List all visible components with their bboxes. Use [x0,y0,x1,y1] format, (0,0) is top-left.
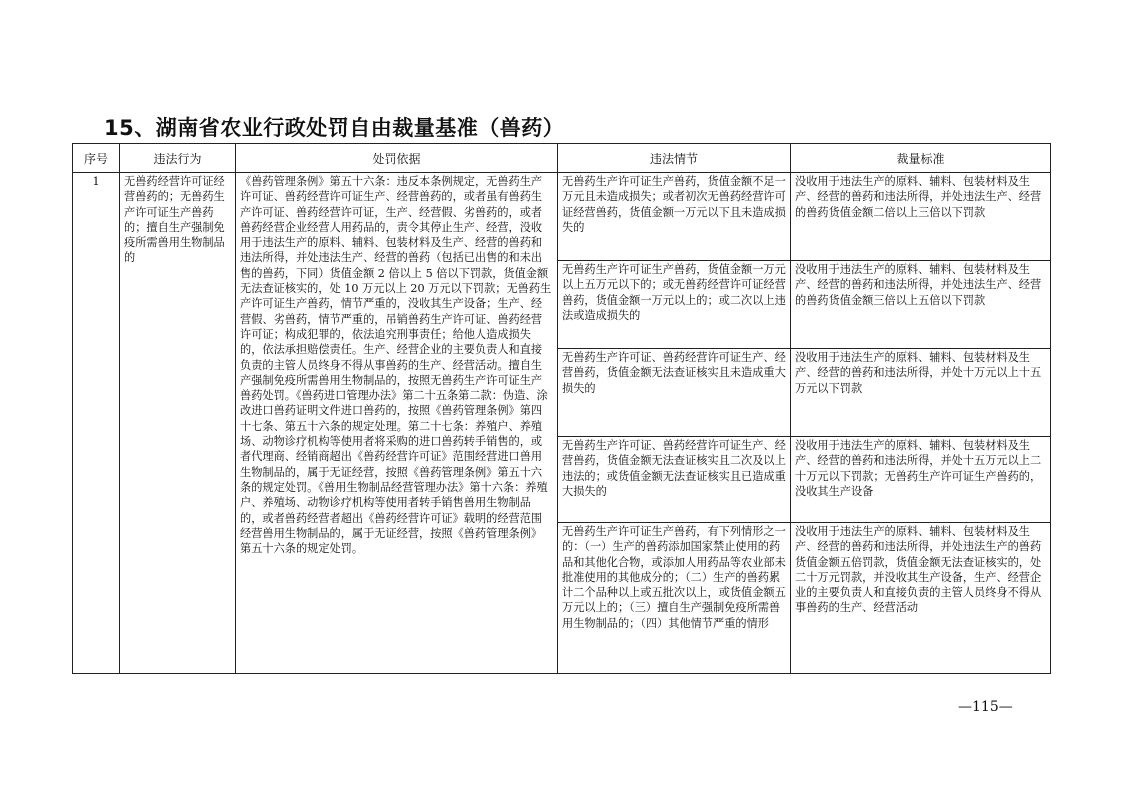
standard-1: 没收用于违法生产的原料、辅料、包装材料及生产、经营的兽药和违法所得，并处违法生产、经营的兽药货值金额二倍以上三倍以下罚款 [791,173,1051,261]
header-violation-act: 违法行为 [120,144,236,173]
table-header-row [73,144,1051,173]
standard-5: 没收用于违法生产的原料、辅料、包装材料及生产、经营的兽药和违法所得，并处违法生产的兽药货值金额五倍罚款，货值金额无法查证核实的，处二十万元罚款，并没收其生产设备，生产、经营企业的主要负责人和直接负责的主管人员终身不得从事兽药的生产、经营活动 [791,523,1051,674]
penalty-basis-cell: 《兽药管理条例》第五十六条：违反本条例规定，无兽药生产许可证、兽药经营许可证生产、经营兽药的，或者虽有兽药生产许可证、兽药经营许可证，生产、经营假、劣兽药的，或者兽药经营企业经营人用药品的，责令其停止生产、经营，没收用于违法生产的原料、辅料、包装材料及生产、经营的兽药和违法所得，并处违法生产、经营的兽药（包括已出售的和未出售的兽药，下同）货值金额 2 倍以上 5 倍以下罚款，货值金额无法查证核实的，处 10 万元以上 20 万元以下罚款；无兽药生产许可证生产兽药，情节严重的，没收其生产设备；生产、经营假、劣兽药，情节严重的，吊销兽药生产许可证、兽药经营许可证；构成犯罪的，依法追究刑事责任；给他人造成损失的，依法承担赔偿责任。生产、经营企业的主要负责人和直接负责的主管人员终身不得从事兽药的生产、经营活动。擅自生产强制免疫所需兽用生物制品的，按照无兽药生产许可证生产兽药处罚。《兽药进口管理办法》第二十五条第二款：伪造、涂改进口兽药证明文件进口兽药的，按照《兽药管理条例》第四十七条、第五十六条的规定处理。第二十七条：养殖户、养殖场、动物诊疗机构等使用者将采购的进口兽药转手销售的，或者代理商、经销商超出《兽药经营许可证》范围经营进口兽用生物制品的，属于无证经营，按照《兽药管理条例》第五十六条的规定处罚。《兽用生物制品经营管理办法》第十六条：养殖户、养殖场、动物诊疗机构等使用者转手销售兽用生物制品的，或者兽药经营者超出《兽药经营许可证》载明的经营范围经营兽用生物制品的，属于无证经营，按照《兽药管理条例》第五十六条的规定处罚。 [236,173,558,674]
circumstance-5: 无兽药生产许可证生产兽药，有下列情形之一的：（一）生产的兽药添加国家禁止使用的药品和其他化合物，或添加人用药品等农业部未批准使用的其他成分的；（二）生产的兽药累计二个品种以上或五批次以上，或货值金额五万元以上的；（三）擅自生产强制免疫所需兽用生物制品的；（四）其他情节严重的情形 [558,523,791,674]
circumstance-3: 无兽药生产许可证、兽药经营许可证生产、经营兽药，货值金额无法查证核实且未造成重大损失的 [558,349,791,437]
violation-act-cell: 无兽药经营许可证经营兽药的；无兽药生产许可证生产兽药的；擅自生产强制免疫所需兽用生物制品的 [120,173,236,674]
header-penalty-basis: 处罚依据 [236,144,558,173]
standard-2: 没收用于违法生产的原料、辅料、包装材料及生产、经营的兽药和违法所得，并处违法生产、经营的兽药货值金额三倍以上五倍以下罚款 [791,261,1051,349]
circumstance-2: 无兽药生产许可证生产兽药，货值金额一万元以上五万元以下的；或无兽药经营许可证经营兽药，货值金额一万元以上的；或二次以上违法或造成损失的 [558,261,791,349]
header-discretion-standard: 裁量标准 [791,144,1051,173]
page-number: —115— [958,699,1013,715]
circumstance-1: 无兽药生产许可证生产兽药，货值金额不足一万元且未造成损失；或者初次无兽药经营许可证经营兽药，货值金额一万元以下且未造成损失的 [558,173,791,261]
penalty-standard-table [72,143,1051,674]
table-row [73,173,1051,261]
header-seq: 序号 [73,144,120,173]
row-seq-number: 1 [73,173,120,674]
standard-4: 没收用于违法生产的原料、辅料、包装材料及生产、经营的兽药和违法所得，并处十五万元以上二十万元以下罚款；无兽药生产许可证生产兽药的，没收其生产设备 [791,437,1051,523]
standard-3: 没收用于违法生产的原料、辅料、包装材料及生产、经营的兽药和违法所得，并处十万元以上十五万元以下罚款 [791,349,1051,437]
page-title: 15、湖南省农业行政处罚自由裁量基准（兽药） [104,116,565,140]
header-circumstances: 违法情节 [558,144,791,173]
circumstance-4: 无兽药生产许可证、兽药经营许可证生产、经营兽药，货值金额无法查证核实且二次及以上违法的；或货值金额无法查证核实且已造成重大损失的 [558,437,791,523]
